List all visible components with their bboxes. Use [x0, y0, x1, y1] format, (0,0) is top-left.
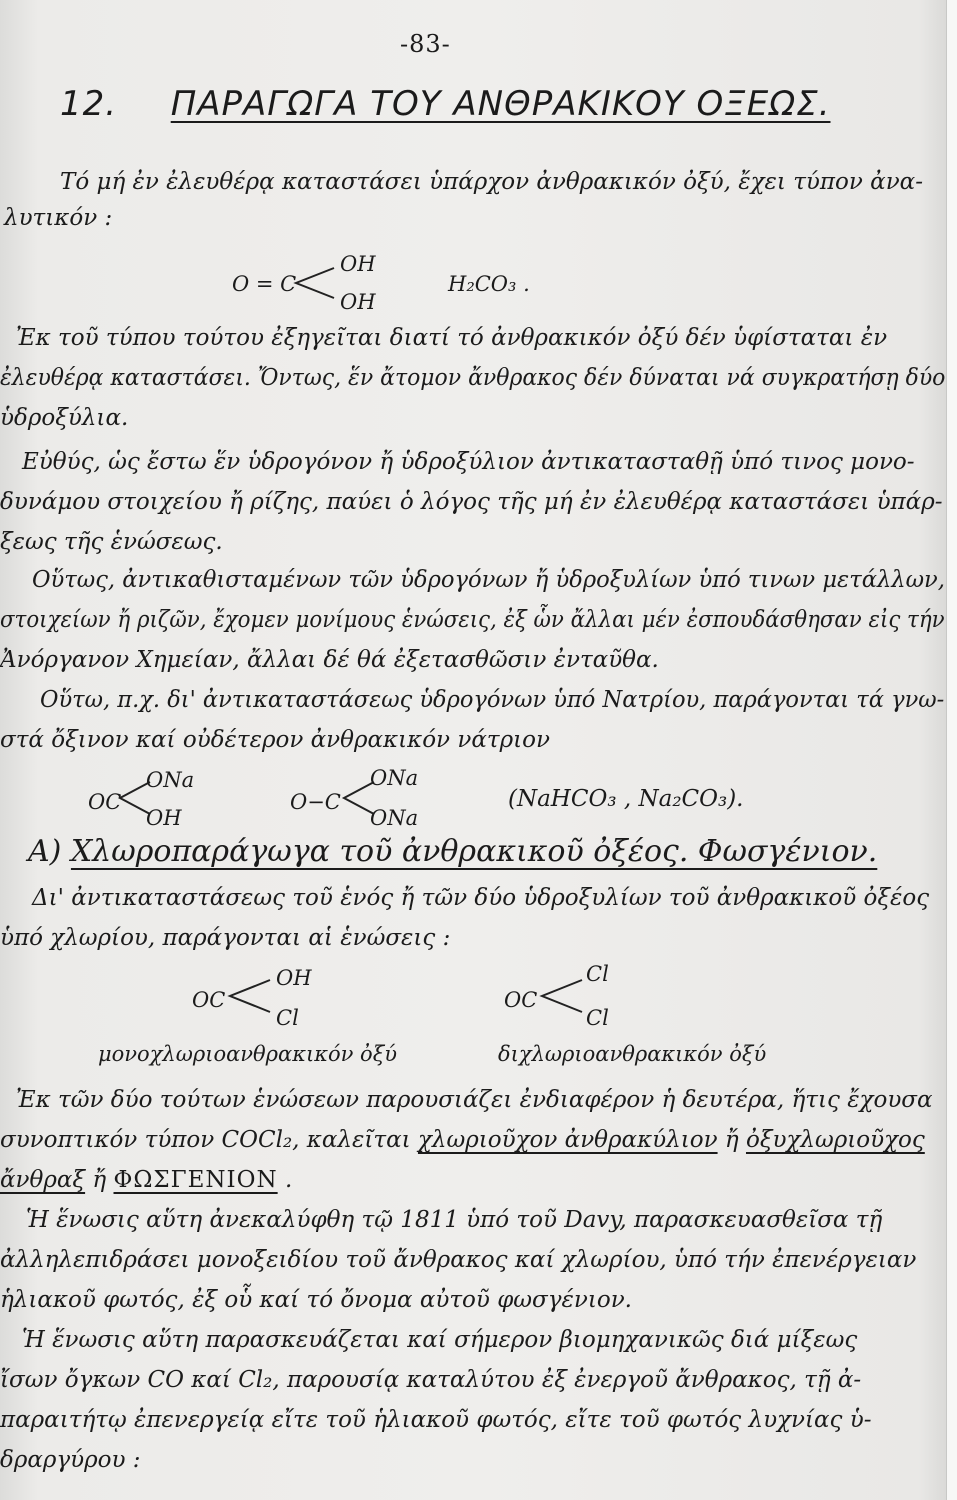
formula-left: O = C: [232, 272, 297, 296]
p7-term-3: ἄνθραξ: [0, 1167, 86, 1193]
section-a-title: Χλωροπαράγωγα τοῦ ἀνθρακικοῦ ὀξέος. Φωσγένιον.: [70, 834, 878, 869]
formula-h2co3: H₂CO₃ .: [448, 272, 530, 296]
formula-salts: (NaHCO₃ , Na₂CO₃).: [508, 786, 744, 812]
paragraph-1-line-1: Τό μή ἐν ἐλευθέρᾳ καταστάσει ὑπάρχον ἀνθρακικόν ὀξύ, ἔχει τύπον ἀνα-: [60, 169, 923, 195]
formula-a-bottom: OH: [146, 806, 182, 830]
p7-period: .: [284, 1167, 293, 1193]
formula-b-top: ONa: [370, 766, 419, 790]
paragraph-3-line-1: Εὐθύς, ὡς ἔστω ἕν ὑδρογόνον ἤ ὑδροξύλιον ἀντικατασταθῇ ὑπό τινος μονο-: [22, 449, 915, 475]
page-number: -83-: [400, 30, 451, 58]
formula-top: OH: [340, 252, 376, 276]
paragraph-4-line-3: Ἀνόργανον Χημείαν, ἄλλαι δέ θά ἐξετασθῶσιν ἐνταῦθα.: [0, 647, 659, 673]
formula-3a-bottom: Cl: [276, 1006, 299, 1030]
heading-number: 12.: [60, 84, 118, 124]
p7-phosgene: ΦΩΣΓΕΝΙΟΝ: [113, 1167, 278, 1193]
paragraph-3-line-2: δυνάμου στοιχείου ἤ ρίζης, παύει ὁ λόγος τῆς μή ἐν ἐλευθέρᾳ καταστάσει ὑπάρ-: [0, 489, 943, 515]
page-edge: [946, 0, 957, 1500]
paragraph-2-line-1: Ἐκ τοῦ τύπου τούτου ἐξηγεῖται διατί τό ἀνθρακικόν ὀξύ δέν ὑφίσταται ἐν: [16, 325, 888, 351]
paragraph-3-line-3: ξεως τῆς ἑνώσεως.: [0, 529, 223, 555]
paragraph-2-line-2: ἐλευθέρᾳ καταστάσει. Ὄντως, ἕν ἄτομον ἄνθρακος δέν δύναται νά συγκρατήσῃ δύο: [0, 365, 946, 391]
paragraph-8-line-2: ἀλληλεπιδράσει μονοξειδίου τοῦ ἄνθρακος καί χλωρίου, ὑπό τήν ἐπενέργειαν: [0, 1247, 917, 1273]
formula-bottom: OH: [340, 290, 376, 314]
paragraph-6-line-2: ὑπό χλωρίου, παράγονται αἱ ἑνώσεις :: [0, 925, 451, 951]
paragraph-4-line-1: Οὕτως, ἀντικαθισταμένων τῶν ὑδρογόνων ἤ ὑδροξυλίων ὑπό τινων μετάλλων,: [32, 567, 946, 593]
formula-3b-left: OC: [504, 988, 538, 1012]
paragraph-8-line-1: Ἡ ἕνωσις αὕτη ἀνεκαλύφθη τῷ 1811 ὑπό τοῦ Davy, παρασκευασθεῖσα τῇ: [26, 1207, 883, 1233]
formula-3a-caption: μονοχλωριοανθρακικόν ὀξύ: [98, 1042, 398, 1066]
p7-or: ἤ: [724, 1127, 739, 1153]
formula-3b-caption: διχλωριοανθρακικόν ὀξύ: [498, 1042, 767, 1066]
p7-term-1: χλωριοῦχον ἀνθρακύλιον: [417, 1127, 718, 1153]
formula-bond: [292, 262, 342, 302]
heading-title: ΠΑΡΑΓΩΓΑ ΤΟΥ ΑΝΘΡΑΚΙΚΟΥ ΟΞΕΩΣ.: [170, 84, 831, 124]
formula-b-left: O−C: [290, 790, 341, 814]
page-title: [60, 84, 831, 124]
formula-b-bottom: ONa: [370, 806, 419, 830]
paragraph-9-line-2: ἴσων ὄγκων CO καί Cl₂, παρουσίᾳ καταλύτου ἐξ ἐνεργοῦ ἄνθρακος, τῇ ἀ-: [0, 1367, 862, 1393]
formula-3a-top: OH: [276, 966, 312, 990]
paragraph-9-line-4: δραργύρου :: [0, 1447, 141, 1473]
formula-3b-top: Cl: [586, 962, 609, 986]
formula-a-top: ONa: [146, 768, 195, 792]
paragraph-5-line-2: στά ὄξινον καί οὐδέτερον ἀνθρακικόν νάτριον: [0, 727, 550, 753]
paragraph-9-line-1: Ἡ ἕνωσις αὕτη παρασκευάζεται καί σήμερον βιομηχανικῶς διά μίξεως: [22, 1327, 858, 1353]
formula-3b-bottom: Cl: [586, 1006, 609, 1030]
paragraph-5-line-1: Οὕτω, π.χ. δι' ἀντικαταστάσεως ὑδρογόνων ὑπό Νατρίου, παράγονται τά γνω-: [40, 687, 945, 713]
section-a-prefix: A): [28, 834, 62, 869]
formula-a-left: OC: [88, 790, 122, 814]
paragraph-7-line-1: Ἐκ τῶν δύο τούτων ἑνώσεων παρουσιάζει ἐνδιαφέρον ἡ δευτέρα, ἥτις ἔχουσα: [16, 1087, 933, 1113]
paragraph-7-line-2: [0, 1126, 925, 1154]
p7-text-a: συνοπτικόν τύπον COCl₂, καλεῖται: [0, 1127, 411, 1153]
p7-term-2: ὀξυχλωριοῦχος: [745, 1127, 925, 1153]
formula-3a-bond: [226, 976, 276, 1016]
paragraph-8-line-3: ἡλιακοῦ φωτός, ἐξ οὗ καί τό ὄνομα αὐτοῦ φωσγένιον.: [0, 1287, 632, 1313]
paragraph-9-line-3: παραιτήτῳ ἐπενεργείᾳ εἴτε τοῦ ἡλιακοῦ φωτός, εἴτε τοῦ φωτός λυχνίας ὑ-: [0, 1407, 872, 1433]
paragraph-4-line-2: στοιχείων ἤ ριζῶν, ἔχομεν μονίμους ἑνώσεις, ἐξ ὧν ἄλλαι μέν ἐσπουδάσθησαν εἰς τήν: [0, 607, 945, 633]
paragraph-7-line-3: [0, 1166, 292, 1194]
formula-3a-left: OC: [192, 988, 226, 1012]
paragraph-2-line-3: ὑδροξύλια.: [0, 405, 129, 431]
paragraph-1-line-2: λυτικόν :: [4, 205, 113, 231]
section-a-heading: [28, 834, 877, 869]
paragraph-6-line-1: Δι' ἀντικαταστάσεως τοῦ ἑνός ἤ τῶν δύο ὑδροξυλίων τοῦ ἀνθρακικοῦ ὀξέος: [32, 885, 930, 911]
formula-3b-bond: [538, 976, 588, 1016]
p7-or-2: ἤ: [92, 1167, 107, 1193]
